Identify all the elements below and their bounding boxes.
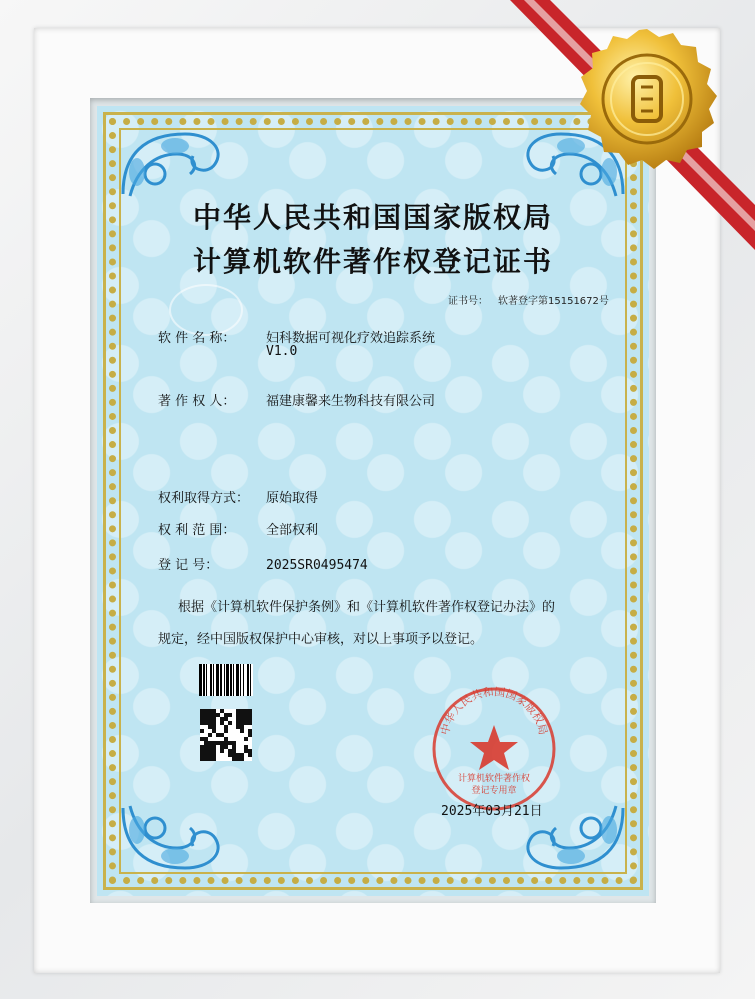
certificate-number bbox=[448, 292, 609, 307]
corner-ornament-top-left bbox=[115, 124, 233, 204]
software-version: V1.0 bbox=[266, 344, 298, 359]
statement-line1: 根据《计算机软件保护条例》和《计算机软件著作权登记办法》的 bbox=[178, 600, 556, 615]
field-value: 全部权利 bbox=[266, 523, 319, 538]
seal-inner-line2: 登记专用章 bbox=[471, 786, 517, 796]
award-medal-icon bbox=[572, 24, 722, 174]
field-value: 福建康馨来生物科技有限公司 bbox=[266, 394, 436, 409]
certificate-title-line2: 计算机软件著作权登记证书 bbox=[192, 245, 553, 278]
seal-outer-text: 中华人民共和国国家版权局 bbox=[438, 685, 550, 737]
field-value: 原始取得 bbox=[266, 491, 319, 506]
field-copyright-owner bbox=[158, 390, 435, 409]
qr-code bbox=[200, 709, 252, 761]
field-value: 妇科数据可视化疗效追踪系统 bbox=[266, 331, 436, 346]
field-acquisition-method bbox=[158, 487, 318, 506]
certificate-title-line1: 中华人民共和国国家版权局 bbox=[192, 201, 553, 234]
official-seal bbox=[430, 685, 558, 813]
statement-line2: 规定，经中国版权保护中心审核，对以上事项予以登记。 bbox=[158, 632, 484, 647]
seal-inner-line1: 计算机软件著作权 bbox=[457, 774, 531, 784]
field-rights-scope bbox=[158, 519, 318, 538]
field-value: 2025SR0495474 bbox=[266, 558, 368, 573]
corner-ornament-bottom-left bbox=[115, 798, 233, 878]
field-label: 登 记 号： bbox=[158, 558, 219, 573]
certificate-number-value: 软著登字第15151672号 bbox=[498, 296, 609, 307]
certificate-number-label: 证书号： bbox=[448, 296, 488, 307]
issue-date: 2025年03月21日 bbox=[441, 804, 543, 819]
field-label: 权利取得方式： bbox=[158, 491, 250, 506]
field-label: 权 利 范 围： bbox=[158, 523, 236, 538]
qr-module bbox=[248, 757, 252, 761]
star-icon bbox=[470, 725, 518, 770]
barcode bbox=[199, 664, 291, 696]
field-registration-number bbox=[158, 554, 368, 573]
barcode-bar bbox=[251, 664, 253, 696]
field-label: 软 件 名 称： bbox=[158, 331, 236, 346]
field-label: 著 作 权 人： bbox=[158, 394, 236, 409]
